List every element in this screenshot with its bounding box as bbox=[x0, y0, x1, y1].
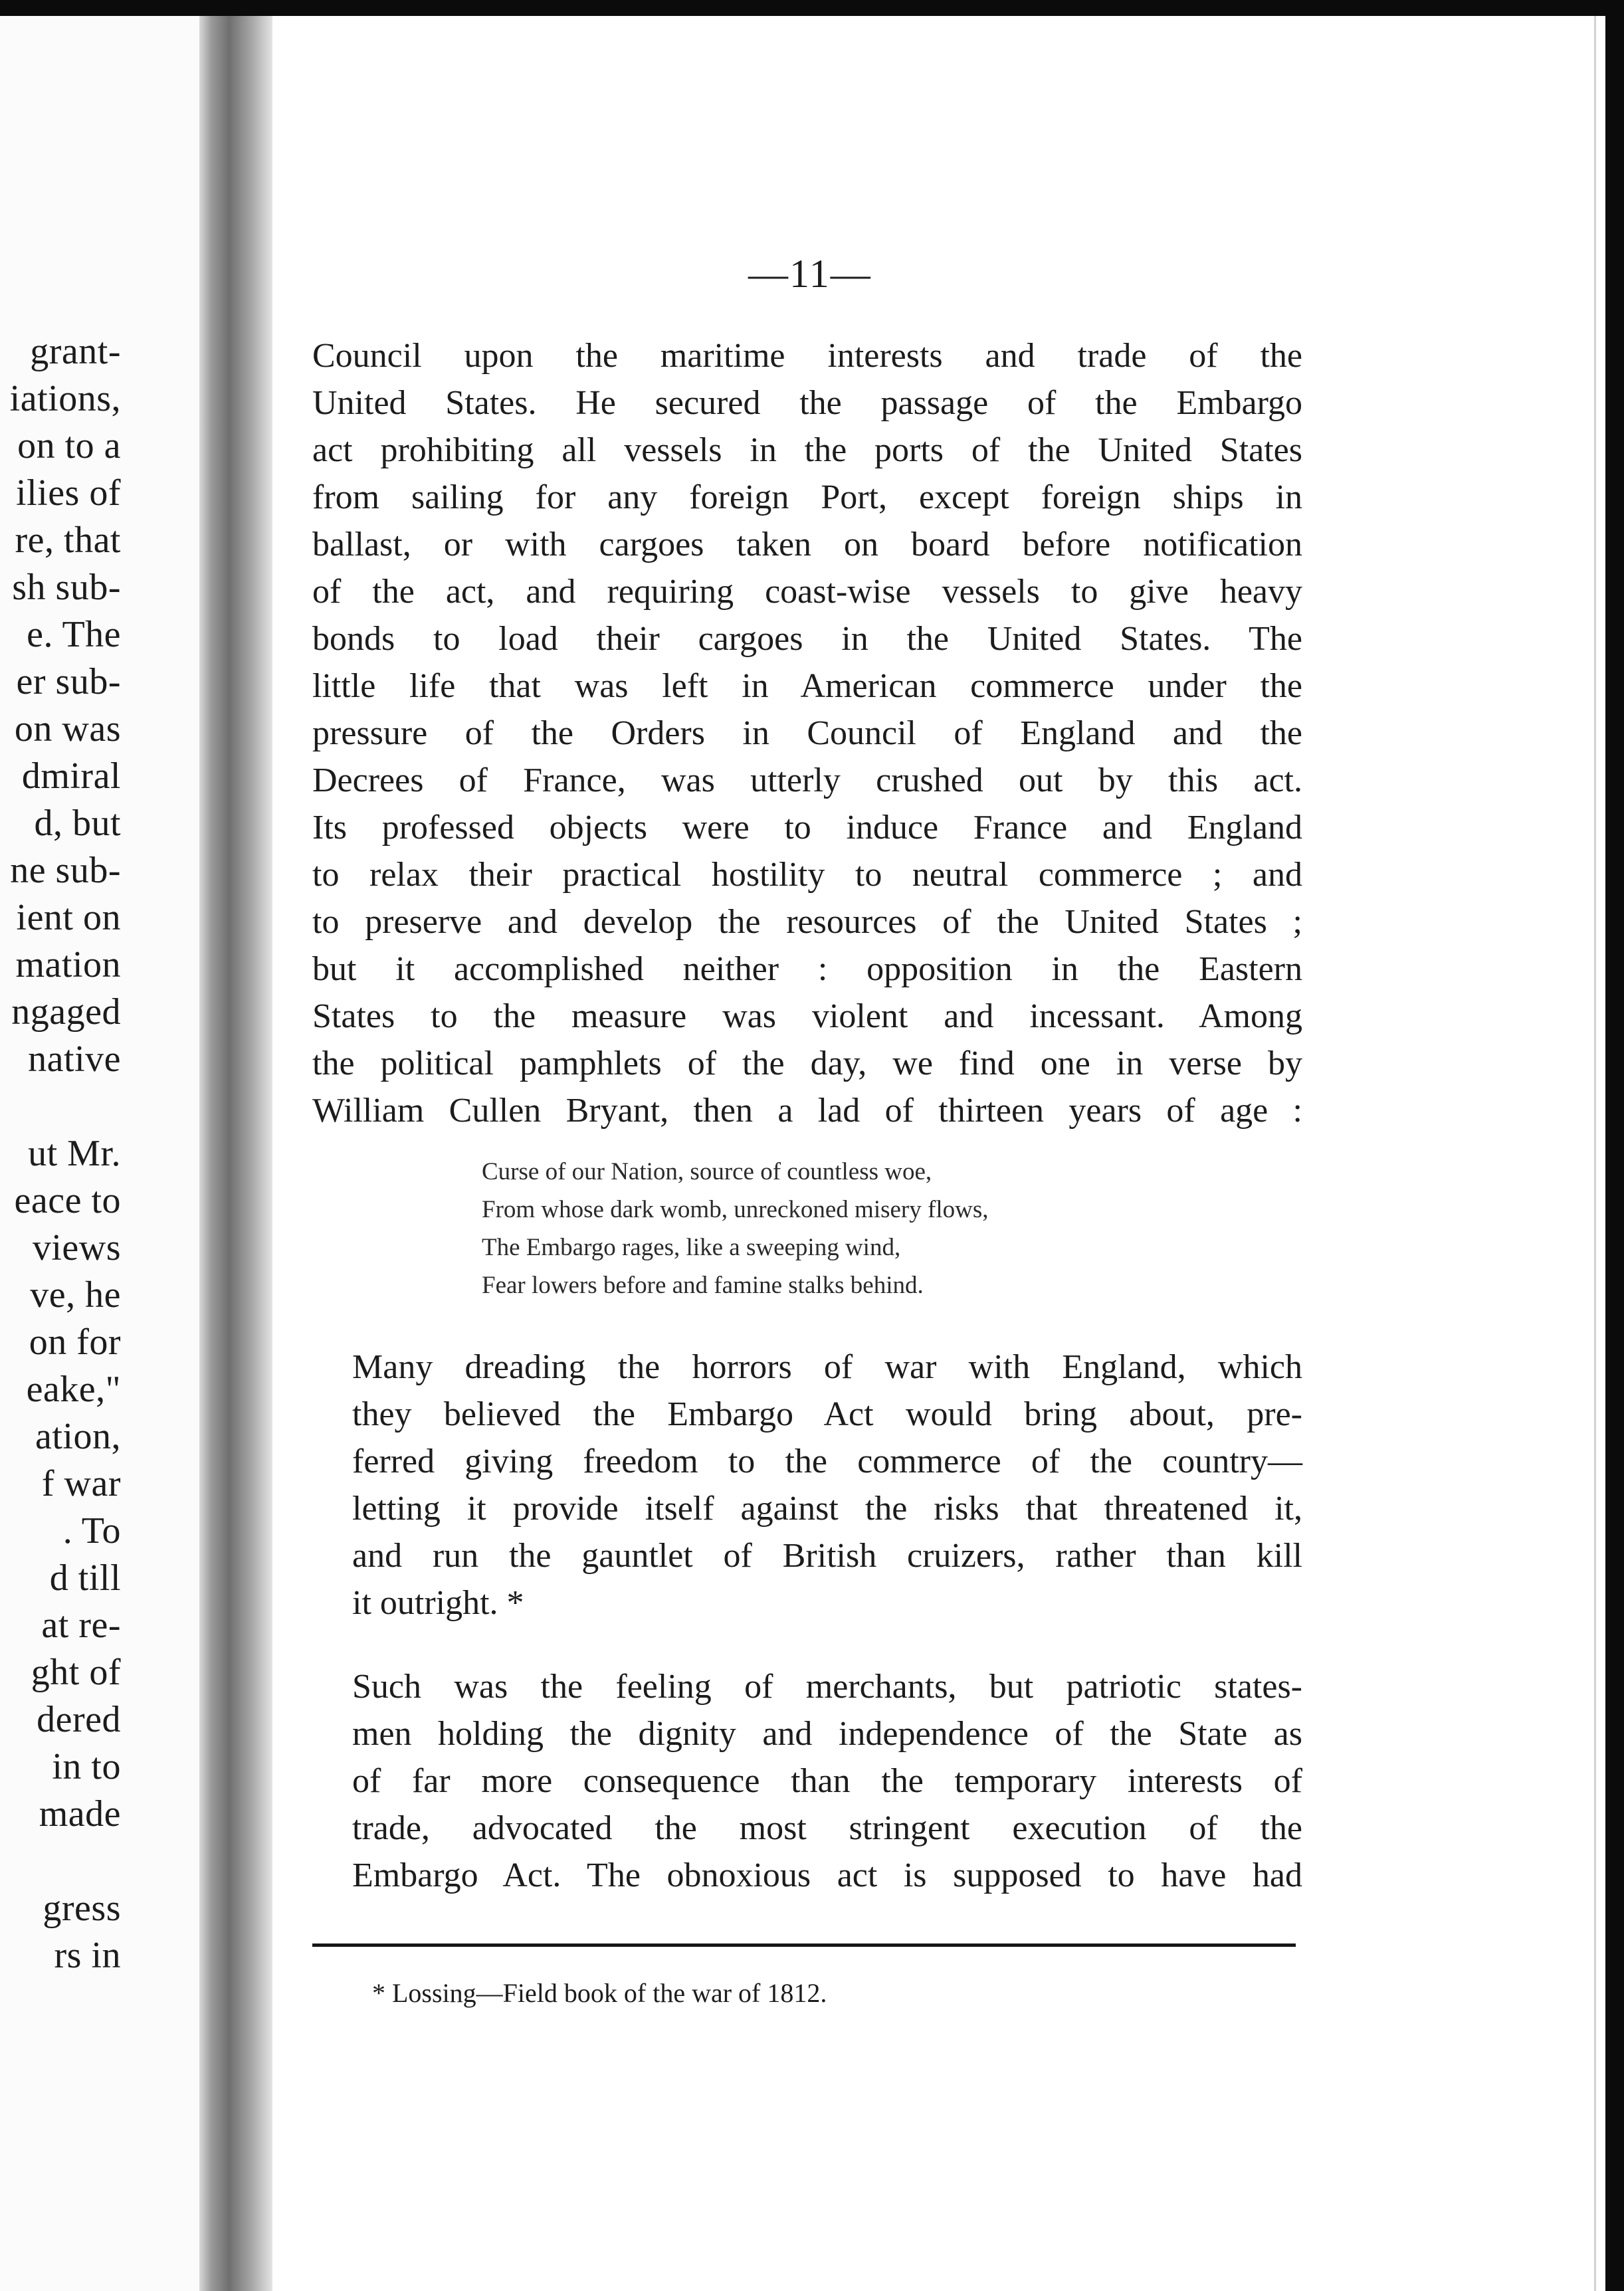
left-page-line: eake," bbox=[26, 1369, 121, 1410]
left-page-line: f war bbox=[41, 1463, 121, 1504]
left-page-line: made bbox=[39, 1793, 121, 1835]
left-page-line: native bbox=[28, 1039, 121, 1080]
paragraph-1 bbox=[312, 332, 1302, 1134]
left-page-line: ve, he bbox=[30, 1274, 121, 1316]
text-line: from sailing for any foreign Port, except foreign ships in bbox=[312, 478, 1302, 516]
text-line: little life that was left in American commerce under the bbox=[312, 667, 1302, 705]
left-page-line bbox=[10, 1083, 121, 1130]
left-page-line: d, but bbox=[34, 803, 121, 844]
text-line: the political pamphlets of the day, we find one in verse by bbox=[312, 1045, 1302, 1082]
text-line: ferred giving freedom to the commerce of the country— bbox=[352, 1443, 1302, 1480]
text-line: William Cullen Bryant, then a lad of thirteen years of age : bbox=[312, 1092, 1302, 1130]
left-page-line: ne sub- bbox=[10, 850, 121, 891]
text-line: Decrees of France, was utterly crushed out by this act. bbox=[312, 761, 1302, 799]
left-page-fragment bbox=[0, 16, 199, 2291]
text-line: Council upon the maritime interests and trade of the bbox=[312, 337, 1302, 375]
left-page-line bbox=[10, 1838, 121, 1885]
scan-right-border bbox=[1605, 0, 1624, 2291]
footnote-divider bbox=[312, 1943, 1296, 1947]
text-line: to preserve and develop the resources of the United States ; bbox=[312, 903, 1302, 941]
paragraph-2 bbox=[312, 1344, 1302, 1627]
left-page-line: mation bbox=[15, 944, 121, 985]
poem-line: Curse of our Nation, source of countless woe, bbox=[482, 1158, 932, 1185]
left-page-line: in to bbox=[52, 1746, 121, 1787]
left-page-line: views bbox=[32, 1227, 121, 1268]
text-line: of the act, and requiring coast-wise vessels to give heavy bbox=[312, 573, 1302, 611]
left-page-line: on was bbox=[14, 708, 121, 749]
text-line: States to the measure was violent and incessant. Among bbox=[312, 997, 1302, 1035]
text-line: Its professed objects were to induce France and England bbox=[312, 809, 1302, 847]
text-line: act prohibiting all vessels in the ports of the United States bbox=[312, 431, 1302, 469]
text-line: of far more consequence than the temporary interests of bbox=[352, 1762, 1302, 1800]
left-page-line: ation, bbox=[35, 1416, 121, 1457]
page-edge-line bbox=[1594, 16, 1596, 2291]
text-line: it outright. * bbox=[352, 1584, 524, 1622]
left-page-line: ght of bbox=[31, 1652, 121, 1693]
left-page-line: grant- bbox=[30, 331, 121, 372]
left-page-line: dmiral bbox=[21, 755, 121, 797]
left-page-line: ngaged bbox=[11, 991, 121, 1033]
text-line: pressure of the Orders in Council of England and the bbox=[312, 714, 1302, 752]
text-line: United States. He secured the passage of the Embargo bbox=[312, 384, 1302, 422]
left-page-line: e. The bbox=[27, 614, 121, 655]
text-line: ballast, or with cargoes taken on board before notification bbox=[312, 526, 1302, 563]
left-page-line: er sub- bbox=[16, 661, 121, 702]
left-page-line: ient on bbox=[16, 897, 121, 938]
text-line: Such was the feeling of merchants, but patriotic states- bbox=[352, 1668, 1302, 1706]
left-page-line: re, that bbox=[15, 520, 121, 561]
text-line: but it accomplished neither : opposition in the Eastern bbox=[312, 950, 1302, 988]
poem-line: The Embargo rages, like a sweeping wind, bbox=[482, 1234, 901, 1261]
left-page-line: . To bbox=[62, 1510, 121, 1551]
left-page-line: sh sub- bbox=[12, 567, 121, 608]
left-page-line: ilies of bbox=[16, 472, 121, 514]
text-line: they believed the Embargo Act would bring about, pre- bbox=[352, 1395, 1302, 1433]
left-page-line: on for bbox=[29, 1322, 121, 1363]
text-line: Embargo Act. The obnoxious act is supposed to have had bbox=[352, 1856, 1302, 1894]
left-page-line: iations, bbox=[9, 378, 121, 419]
left-page-line: rs in bbox=[54, 1935, 121, 1976]
text-line: bonds to load their cargoes in the United States. The bbox=[312, 620, 1302, 658]
left-page-line: on to a bbox=[17, 425, 121, 466]
text-line: Many dreading the horrors of war with England, which bbox=[352, 1348, 1302, 1386]
left-page-line: dered bbox=[37, 1699, 121, 1740]
text-line: and run the gauntlet of British cruizers, rather than kill bbox=[352, 1537, 1302, 1575]
paragraph-3 bbox=[312, 1663, 1302, 1899]
footnote: * Lossing—Field book of the war of 1812. bbox=[372, 1978, 827, 2008]
text-line: to relax their practical hostility to neutral commerce ; and bbox=[312, 856, 1302, 894]
text-line: trade, advocated the most stringent execution of the bbox=[352, 1809, 1302, 1847]
text-line: men holding the dignity and independence of the State as bbox=[352, 1715, 1302, 1753]
left-page-line: ut Mr. bbox=[28, 1133, 121, 1174]
left-page-line: gress bbox=[43, 1888, 121, 1929]
book-gutter-shadow bbox=[199, 16, 272, 2291]
left-page-line: at re- bbox=[41, 1605, 121, 1646]
left-page-line: d till bbox=[49, 1557, 121, 1599]
text-line: letting it provide itself against the risks that threatened it, bbox=[352, 1490, 1302, 1528]
poem-line: From whose dark womb, unreckoned misery flows, bbox=[482, 1196, 989, 1223]
poem-line: Fear lowers before and famine stalks behind. bbox=[482, 1272, 924, 1299]
poem-quotation bbox=[482, 1153, 988, 1304]
page-number: —11— bbox=[748, 252, 872, 296]
left-page-line: eace to bbox=[14, 1180, 121, 1221]
left-page-text bbox=[10, 328, 121, 1979]
scan-top-border bbox=[0, 0, 1624, 16]
